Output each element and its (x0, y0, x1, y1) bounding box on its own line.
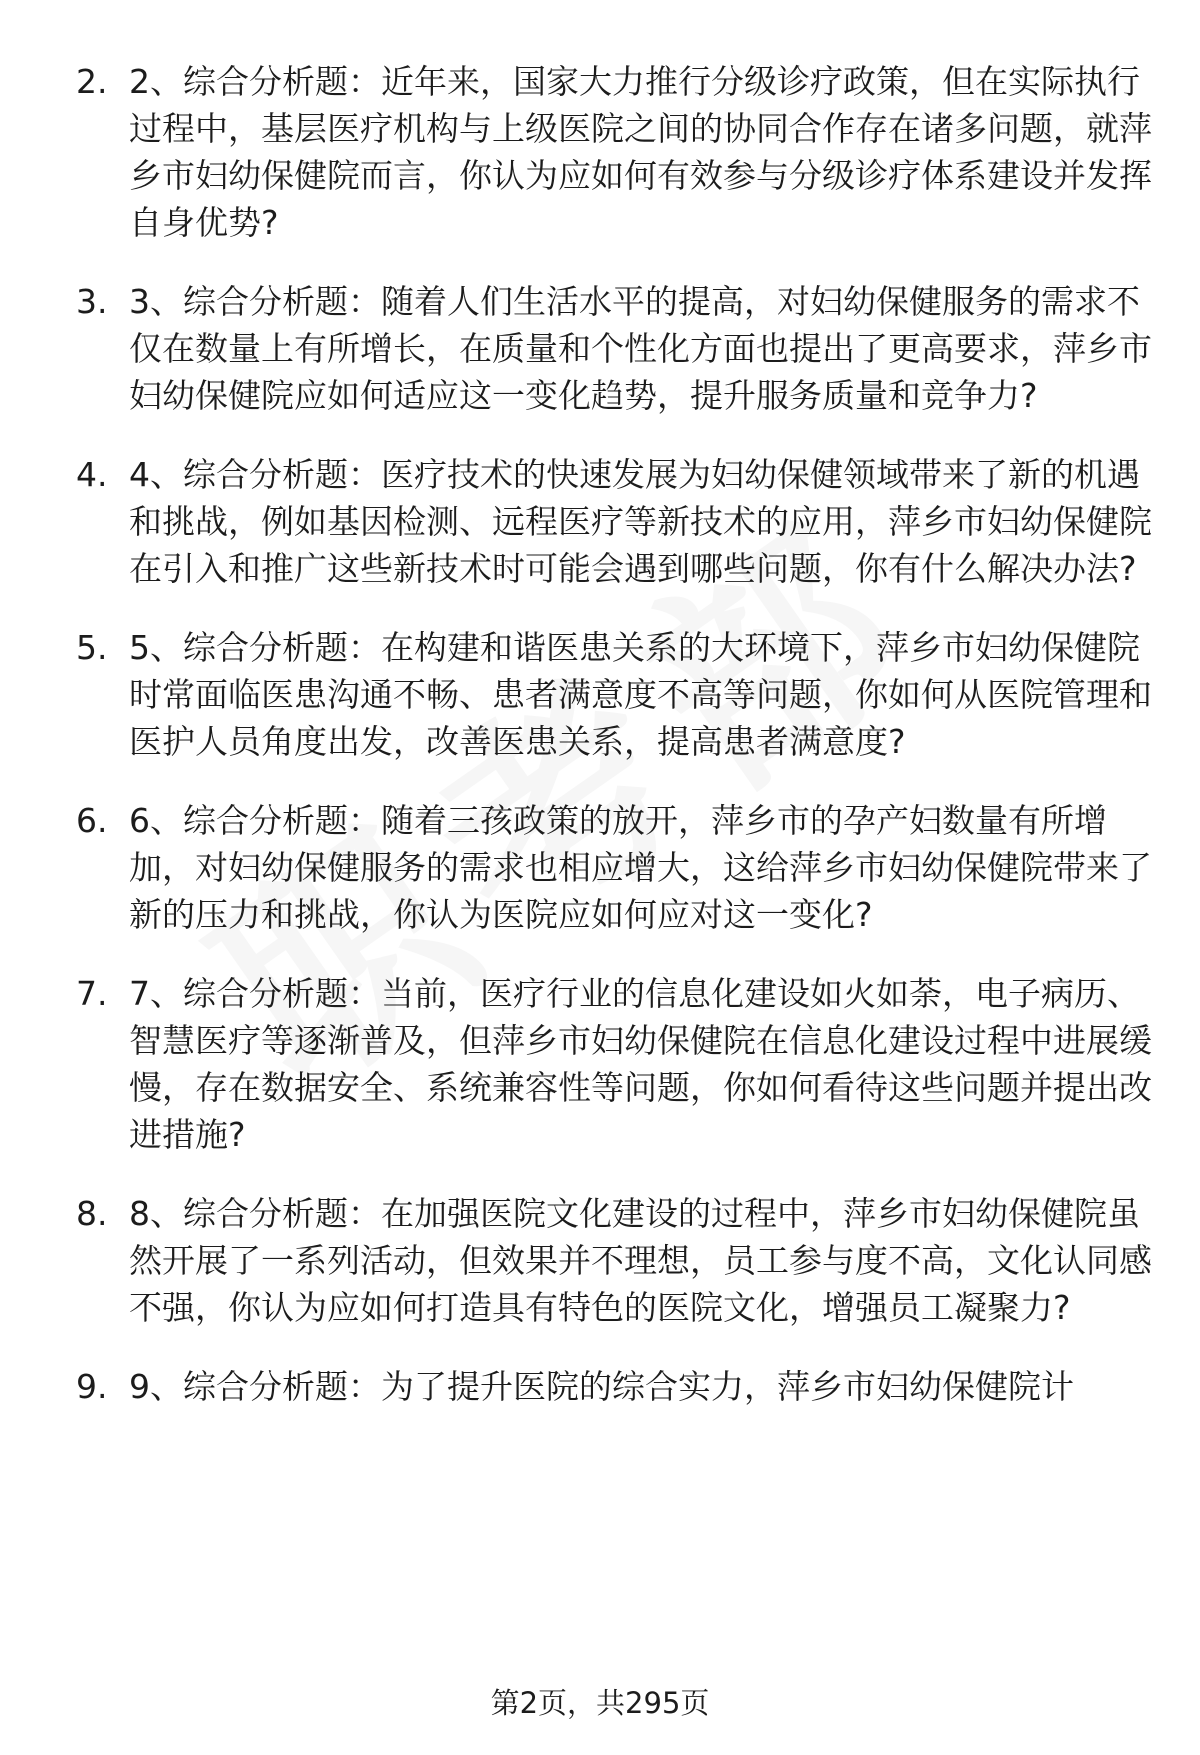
question-text: 2、综合分析题：近年来，国家大力推行分级诊疗政策，但在实际执行过程中，基层医疗机构与上级医院之间的协同合作存在诸多问题，就萍乡市妇幼保健院而言，你认为应如何有效参与分级诊疗体系建设并发挥自身优势? (129, 62, 1152, 242)
question-number: 3. (76, 282, 108, 321)
question-text: 7、综合分析题：当前，医疗行业的信息化建设如火如荼，电子病历、智慧医疗等逐渐普及，但萍乡市妇幼保健院在信息化建设过程中进展缓慢，存在数据安全、系统兼容性等问题，你如何看待这些问题并提出改进措施? (129, 974, 1152, 1154)
list-item (0, 58, 1200, 246)
question-number: 2. (76, 62, 108, 101)
question-list (0, 58, 1200, 1442)
question-text: 4、综合分析题：医疗技术的快速发展为妇幼保健领域带来了新的机遇和挑战，例如基因检测、远程医疗等新技术的应用，萍乡市妇幼保健院在引入和推广这些新技术时可能会遇到哪些问题，你有什么解决办法? (129, 455, 1152, 588)
question-number: 6. (76, 801, 108, 840)
list-item (0, 624, 1200, 765)
question-number: 8. (76, 1194, 108, 1233)
list-item (0, 278, 1200, 419)
question-text: 6、综合分析题：随着三孩政策的放开，萍乡市的孕产妇数量有所增加，对妇幼保健服务的需求也相应增大，这给萍乡市妇幼保健院带来了新的压力和挑战，你认为医院应如何应对这一变化? (129, 801, 1152, 934)
list-item (0, 797, 1200, 938)
list-item (0, 1363, 1200, 1410)
question-text: 8、综合分析题：在加强医院文化建设的过程中，萍乡市妇幼保健院虽然开展了一系列活动，但效果并不理想，员工参与度不高，文化认同感不强，你认为应如何打造具有特色的医院文化，增强员工凝聚力? (129, 1194, 1152, 1327)
question-text: 5、综合分析题：在构建和谐医患关系的大环境下，萍乡市妇幼保健院时常面临医患沟通不畅、患者满意度不高等问题，你如何从医院管理和医护人员角度出发，改善医患关系，提高患者满意度? (129, 628, 1152, 761)
question-text: 9、综合分析题：为了提升医院的综合实力，萍乡市妇幼保健院计 (129, 1367, 1074, 1406)
question-text: 3、综合分析题：随着人们生活水平的提高，对妇幼保健服务的需求不仅在数量上有所增长，在质量和个性化方面也提出了更高要求，萍乡市妇幼保健院应如何适应这一变化趋势，提升服务质量和竞争力? (129, 282, 1152, 415)
question-number: 7. (76, 974, 108, 1013)
page-footer: 第2页，共295页 (490, 1686, 710, 1720)
question-number: 5. (76, 628, 108, 667)
list-item (0, 970, 1200, 1158)
question-number: 4. (76, 455, 108, 494)
list-item (0, 451, 1200, 592)
question-number: 9. (76, 1367, 108, 1406)
list-item (0, 1190, 1200, 1331)
